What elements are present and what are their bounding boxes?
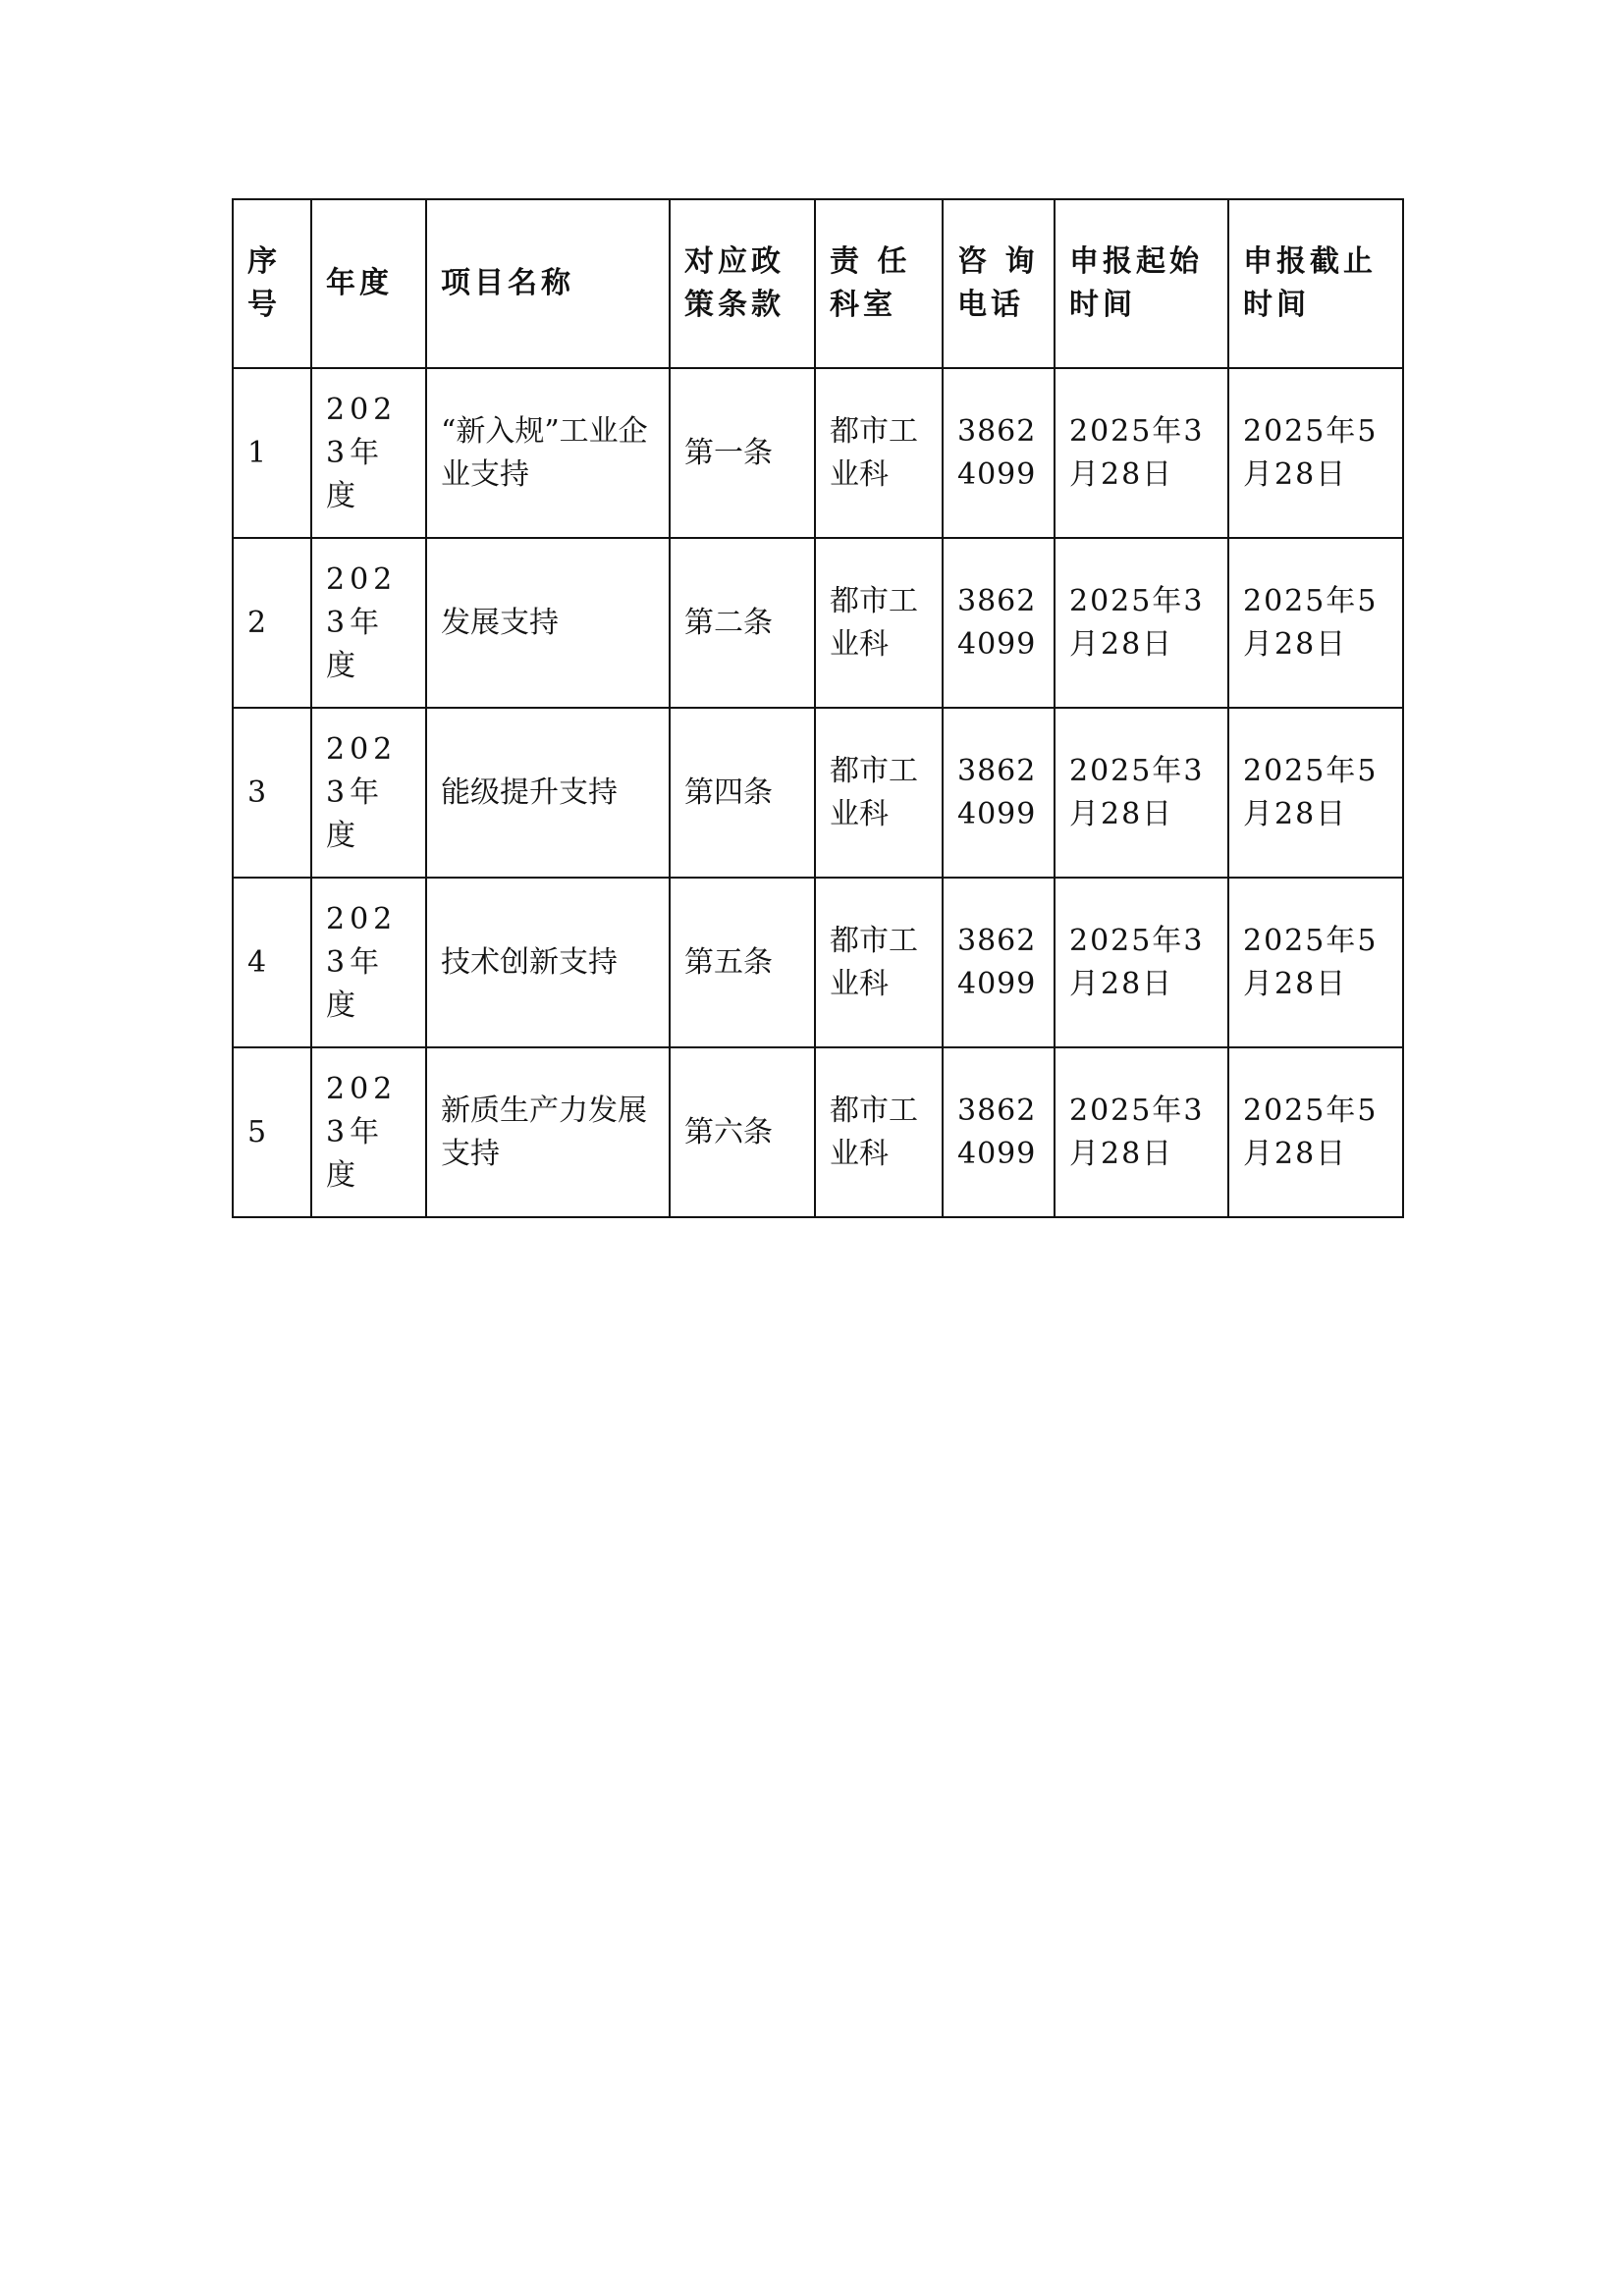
header-year: 年度: [311, 199, 426, 368]
cell-name: 发展支持: [426, 538, 670, 708]
table-row: [233, 708, 1403, 878]
header-dept: 责 任科室: [815, 199, 943, 368]
cell-end: 2025年5月28日: [1228, 878, 1403, 1047]
cell-seq: 2: [233, 538, 311, 708]
cell-policy: 第二条: [670, 538, 815, 708]
header-policy: 对应政策条款: [670, 199, 815, 368]
cell-end: 2025年5月28日: [1228, 1047, 1403, 1217]
cell-policy: 第四条: [670, 708, 815, 878]
cell-year: 2023年度: [311, 708, 426, 878]
cell-policy: 第一条: [670, 368, 815, 538]
cell-end: 2025年5月28日: [1228, 708, 1403, 878]
header-name: 项目名称: [426, 199, 670, 368]
header-end: 申报截止时间: [1228, 199, 1403, 368]
cell-dept: 都市工业科: [815, 708, 943, 878]
cell-seq: 3: [233, 708, 311, 878]
cell-start: 2025年3月28日: [1055, 538, 1228, 708]
cell-phone: 38624099: [943, 708, 1055, 878]
cell-end: 2025年5月28日: [1228, 368, 1403, 538]
cell-dept: 都市工业科: [815, 368, 943, 538]
header-seq: 序号: [233, 199, 311, 368]
cell-phone: 38624099: [943, 1047, 1055, 1217]
cell-start: 2025年3月28日: [1055, 878, 1228, 1047]
cell-phone: 38624099: [943, 368, 1055, 538]
cell-dept: 都市工业科: [815, 538, 943, 708]
cell-end: 2025年5月28日: [1228, 538, 1403, 708]
cell-dept: 都市工业科: [815, 1047, 943, 1217]
cell-policy: 第五条: [670, 878, 815, 1047]
table-row: [233, 368, 1403, 538]
cell-policy: 第六条: [670, 1047, 815, 1217]
cell-name: “新入规”工业企业支持: [426, 368, 670, 538]
cell-start: 2025年3月28日: [1055, 1047, 1228, 1217]
cell-year: 2023年度: [311, 878, 426, 1047]
cell-seq: 4: [233, 878, 311, 1047]
cell-name: 新质生产力发展支持: [426, 1047, 670, 1217]
table-row: [233, 878, 1403, 1047]
cell-year: 2023年度: [311, 368, 426, 538]
cell-name: 技术创新支持: [426, 878, 670, 1047]
header-start: 申报起始时间: [1055, 199, 1228, 368]
cell-dept: 都市工业科: [815, 878, 943, 1047]
cell-seq: 1: [233, 368, 311, 538]
table-row: [233, 1047, 1403, 1217]
cell-year: 2023年度: [311, 1047, 426, 1217]
cell-name: 能级提升支持: [426, 708, 670, 878]
table-header-row: [233, 199, 1403, 368]
cell-seq: 5: [233, 1047, 311, 1217]
cell-phone: 38624099: [943, 538, 1055, 708]
header-phone: 咨 询电话: [943, 199, 1055, 368]
cell-year: 2023年度: [311, 538, 426, 708]
table-row: [233, 538, 1403, 708]
cell-start: 2025年3月28日: [1055, 708, 1228, 878]
project-schedule-table: [232, 198, 1404, 1218]
cell-phone: 38624099: [943, 878, 1055, 1047]
cell-start: 2025年3月28日: [1055, 368, 1228, 538]
